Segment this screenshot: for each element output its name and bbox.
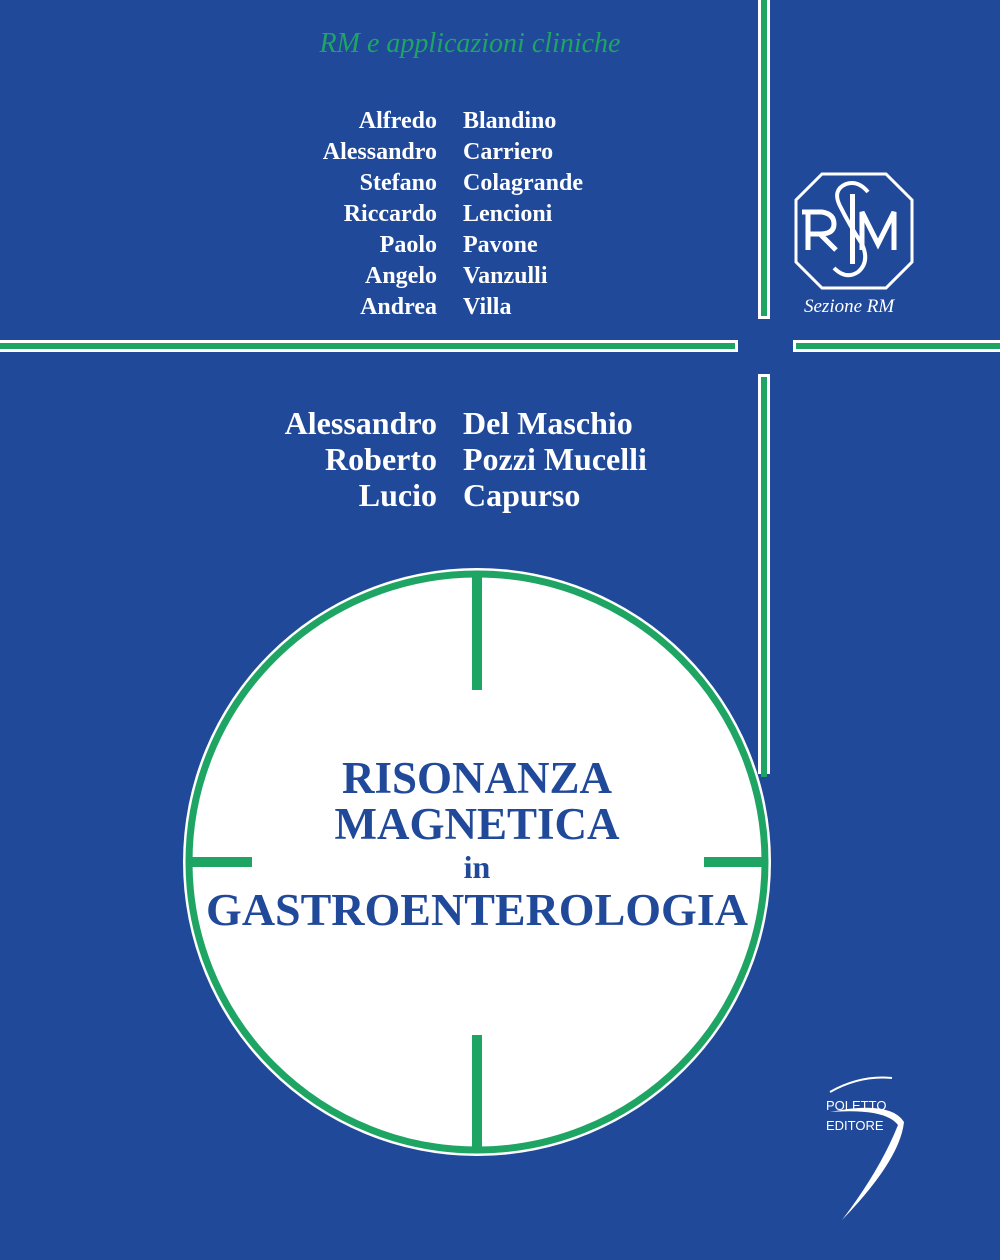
author-last-name: Pozzi Mucelli <box>463 441 647 477</box>
editor-row <box>0 168 583 199</box>
editor-first-name: Stefano <box>359 170 437 196</box>
author-first-name: Roberto <box>325 441 437 477</box>
title-line: GASTROENTEROLOGIA <box>206 884 748 935</box>
author-row <box>0 405 647 441</box>
series-title: RM e applicazioni cliniche <box>319 28 621 59</box>
publisher-name-line2: EDITORE <box>826 1118 884 1133</box>
logo-section-label: Sezione RM <box>804 296 895 317</box>
editor-last-name: Vanzulli <box>463 263 548 289</box>
author-row <box>0 441 647 477</box>
author-first-name: Lucio <box>358 477 437 513</box>
editor-row <box>0 137 583 168</box>
title-line: RISONANZA <box>341 753 613 803</box>
editor-first-name: Alessandro <box>322 139 437 165</box>
authors-list <box>0 405 647 513</box>
author-row <box>0 477 647 513</box>
editor-last-name: Lencioni <box>463 201 553 227</box>
editor-first-name: Alfredo <box>358 108 437 134</box>
author-first-name: Alessandro <box>284 405 437 441</box>
editor-first-name: Paolo <box>379 232 437 258</box>
author-last-name: Capurso <box>463 477 581 513</box>
book-title <box>185 755 769 933</box>
editor-last-name: Colagrande <box>463 170 583 196</box>
sirm-logo <box>796 174 912 288</box>
editor-row <box>0 106 583 137</box>
editor-last-name: Pavone <box>463 232 538 258</box>
logo-letter-r <box>802 212 836 250</box>
editor-row <box>0 292 583 323</box>
editor-row <box>0 230 583 261</box>
editor-last-name: Villa <box>463 294 512 320</box>
author-last-name: Del Maschio <box>463 405 633 441</box>
editors-list <box>0 106 583 323</box>
editor-last-name: Blandino <box>463 108 557 134</box>
editor-row <box>0 261 583 292</box>
editor-first-name: Andrea <box>360 294 437 320</box>
logo-letter-m <box>862 212 894 250</box>
editor-first-name: Riccardo <box>343 201 437 227</box>
editor-row <box>0 199 583 230</box>
editor-last-name: Carriero <box>463 139 554 165</box>
title-line: MAGNETICA <box>334 799 620 849</box>
publisher-name-line1: POLETTO <box>826 1098 887 1113</box>
title-line: in <box>463 849 491 885</box>
editor-first-name: Angelo <box>365 263 437 289</box>
